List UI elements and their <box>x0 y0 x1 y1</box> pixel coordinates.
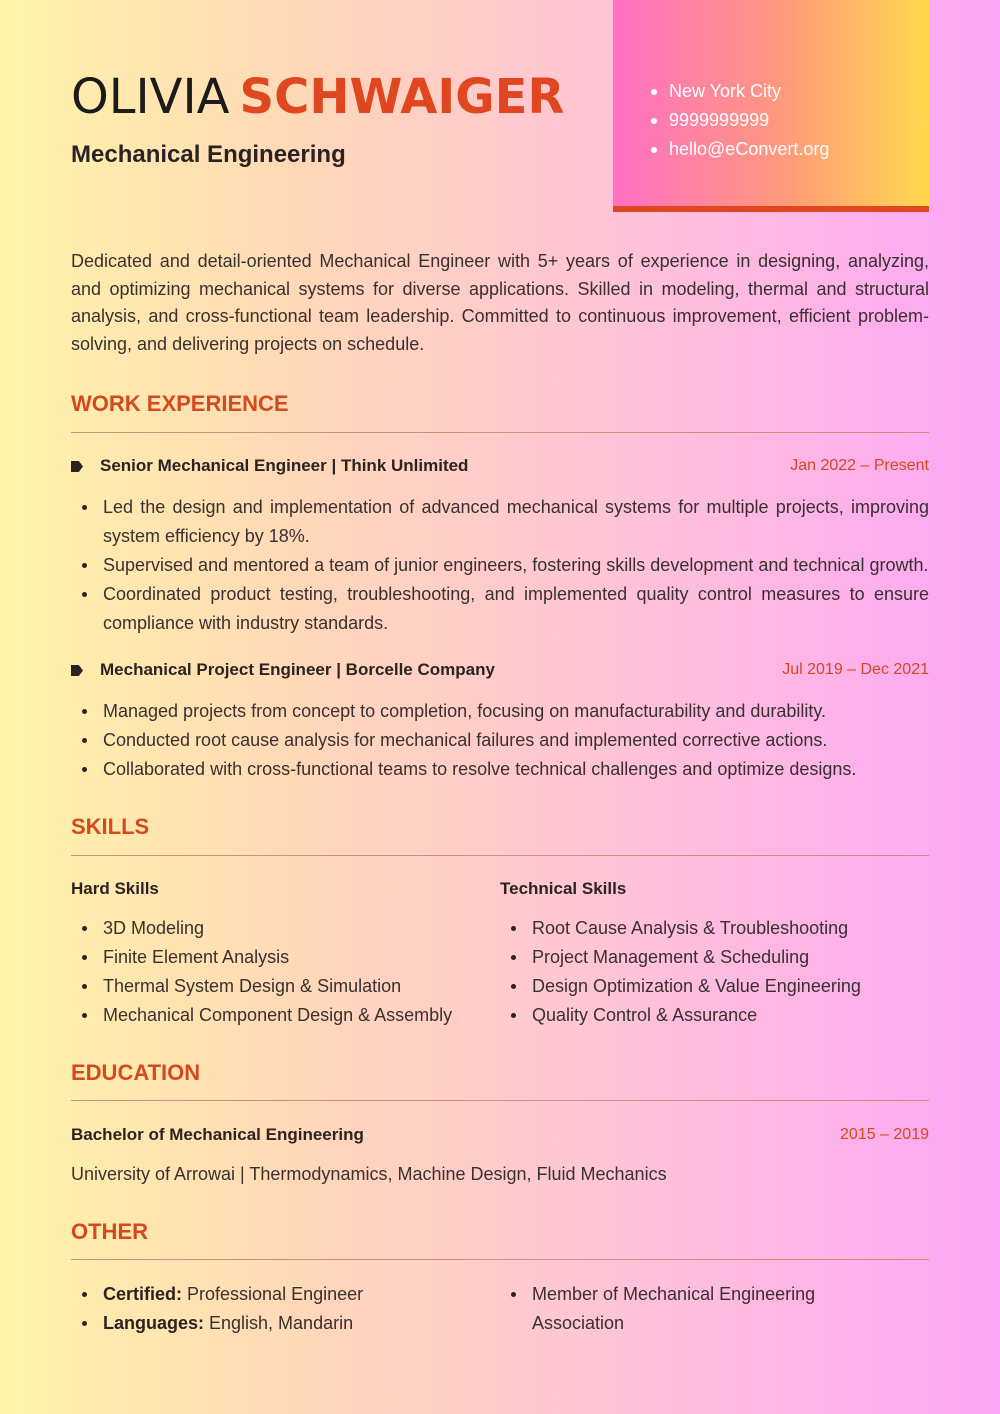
other-list-left <box>71 1280 501 1338</box>
list-item: Root Cause Analysis & Troubleshooting <box>500 914 930 943</box>
list-item: Finite Element Analysis <box>71 943 501 972</box>
list-item-certified <box>71 1280 501 1309</box>
contact-email[interactable]: hello@eConvert.org <box>649 135 829 164</box>
contact-phone: 9999999999 <box>649 106 829 135</box>
certified-value: Professional Engineer <box>182 1284 364 1304</box>
job-bullets <box>71 493 929 638</box>
job-title-company: Mechanical Project Engineer | Borcelle Company <box>100 660 495 679</box>
list-item: Mechanical Component Design & Assembly <box>71 1001 501 1030</box>
section-heading-education: EDUCATION <box>71 1060 201 1085</box>
job-dates: Jan 2022 – Present <box>790 457 929 474</box>
job-header <box>71 454 929 478</box>
list-item: Supervised and mentored a team of junior engineers, fostering skills development and technical growth. <box>71 551 929 580</box>
list-item: Managed projects from concept to completion, focusing on manufacturability and durability. <box>71 697 929 726</box>
list-item: Led the design and implementation of advanced mechanical systems for multiple projects, improving system efficiency by 18%. <box>71 493 929 551</box>
profile-summary: Dedicated and detail-oriented Mechanical Engineer with 5+ years of experience in designing, analyzing, and optimizing mechanical systems for diverse applications. Skilled in modeling, thermal and structural analysis, and cross-functional team leadership. Committed to continuous improvement, efficient problem-solving, and delivering projects on schedule. <box>71 251 929 354</box>
list-item: Project Management & Scheduling <box>500 943 930 972</box>
tag-icon <box>71 461 83 472</box>
job-title: Mechanical Engineering <box>71 141 346 168</box>
education-detail: University of Arrowai | Thermodynamics, Machine Design, Fluid Mechanics <box>71 1164 667 1184</box>
list-item: Quality Control & Assurance <box>500 1001 930 1030</box>
last-name: SCHWAIGER <box>239 69 565 125</box>
list-item-languages <box>71 1309 501 1338</box>
section-heading-work: WORK EXPERIENCE <box>71 391 289 416</box>
languages-label: Languages: <box>103 1313 205 1333</box>
hard-skills-heading: Hard Skills <box>71 879 159 898</box>
other-list-right <box>500 1280 830 1338</box>
list-item: Collaborated with cross-functional teams to resolve technical challenges and optimize designs. <box>71 755 929 784</box>
hard-skills-list <box>71 914 501 1030</box>
job-header <box>71 658 929 682</box>
degree-title: Bachelor of Mechanical Engineering <box>71 1125 364 1144</box>
technical-skills-list <box>500 914 930 1030</box>
divider <box>71 432 929 433</box>
candidate-name <box>71 64 564 130</box>
job-dates: Jul 2019 – Dec 2021 <box>782 661 929 678</box>
technical-skills-heading: Technical Skills <box>500 879 627 898</box>
list-item: Thermal System Design & Simulation <box>71 972 501 1001</box>
section-heading-skills: SKILLS <box>71 814 150 839</box>
certified-label: Certified: <box>103 1284 183 1304</box>
education-dates: 2015 – 2019 <box>840 1126 929 1143</box>
contact-list <box>649 77 829 164</box>
list-item: Conducted root cause analysis for mechanical failures and implemented corrective actions. <box>71 726 929 755</box>
tag-icon <box>71 665 83 676</box>
contact-panel <box>613 0 929 212</box>
list-item: Design Optimization & Value Engineering <box>500 972 930 1001</box>
section-heading-other: OTHER <box>71 1219 148 1244</box>
list-item: 3D Modeling <box>71 914 501 943</box>
divider <box>71 1100 929 1101</box>
contact-location: New York City <box>649 77 829 106</box>
divider <box>71 1259 929 1260</box>
divider <box>71 855 929 856</box>
list-item: Coordinated product testing, troubleshooting, and implemented quality control measures to ensure compliance with industry standards. <box>71 580 929 638</box>
first-name: OLIVIA <box>71 69 230 125</box>
languages-value: English, Mandarin <box>204 1313 354 1333</box>
job-bullets <box>71 697 929 784</box>
job-title-company: Senior Mechanical Engineer | Think Unlimited <box>100 456 469 475</box>
list-item-membership: Member of Mechanical Engineering Association <box>500 1280 830 1338</box>
